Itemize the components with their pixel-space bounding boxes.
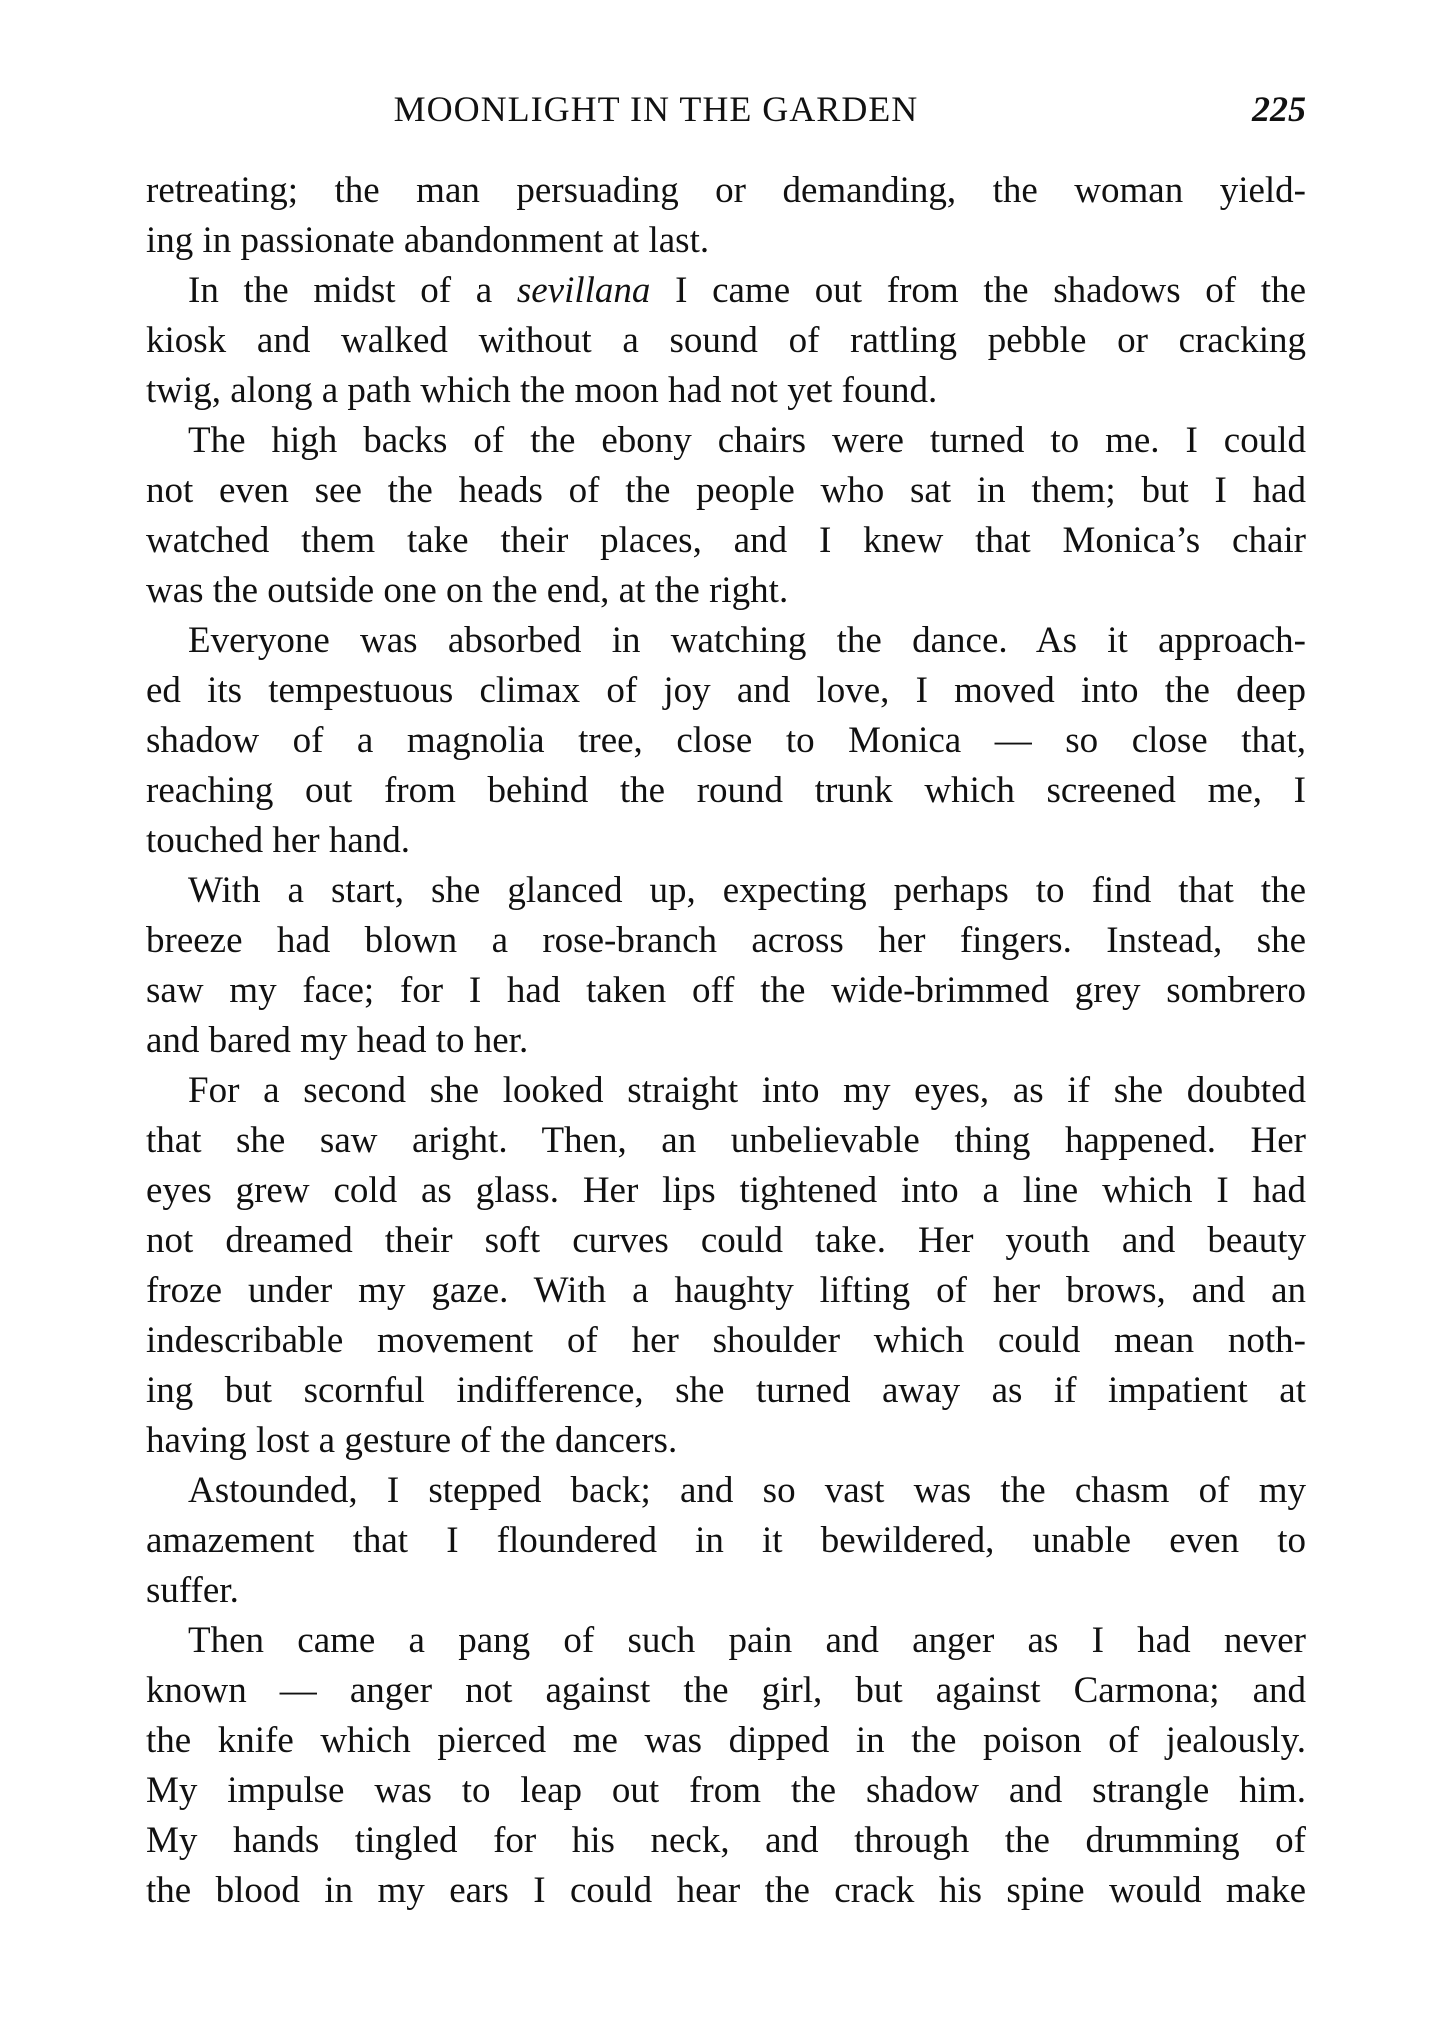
text-line: and bared my head to her.	[146, 1020, 529, 1061]
paragraph	[146, 866, 1306, 1066]
paragraph	[146, 266, 1306, 416]
text-line: was the outside one on the end, at the right.	[146, 570, 789, 611]
text-line: watched them take their places, and I knew that Monica’s chair	[146, 520, 1306, 561]
text-line: With a start, she glanced up, expecting perhaps to find that the	[188, 870, 1306, 911]
paragraph	[146, 616, 1306, 866]
text-line: known — anger not against the girl, but against Carmona; and	[146, 1670, 1306, 1711]
text-line: Then came a pang of such pain and anger as I had never	[188, 1620, 1306, 1661]
page-number: 225	[1252, 89, 1306, 129]
text-line: suffer.	[146, 1570, 239, 1611]
running-title: MOONLIGHT IN THE GARDEN	[393, 89, 919, 129]
text-line: touched her hand.	[146, 820, 411, 861]
text-line: Astounded, I stepped back; and so vast was the chasm of my	[188, 1470, 1306, 1511]
text-line: eyes grew cold as glass. Her lips tightened into a line which I had	[146, 1170, 1306, 1211]
text-line: Everyone was absorbed in watching the dance. As it approach-	[188, 620, 1306, 661]
text-line: kiosk and walked without a sound of rattling pebble or cracking	[146, 320, 1306, 361]
text-line: For a second she looked straight into my eyes, as if she doubted	[188, 1070, 1306, 1111]
text-line: retreating; the man persuading or demanding, the woman yield-	[146, 170, 1306, 211]
text-line: twig, along a path which the moon had not yet found.	[146, 370, 938, 411]
text-line: breeze had blown a rose-branch across her fingers. Instead, she	[146, 920, 1306, 961]
paragraph	[146, 1066, 1306, 1466]
text-line: having lost a gesture of the dancers.	[146, 1420, 678, 1461]
text-line: the knife which pierced me was dipped in the poison of jealously.	[146, 1720, 1306, 1761]
text-line: the blood in my ears I could hear the crack his spine would make	[146, 1870, 1306, 1911]
text-line: that she saw aright. Then, an unbelievable thing happened. Her	[146, 1120, 1306, 1161]
body-text	[146, 166, 1306, 1916]
text-line: froze under my gaze. With a haughty lifting of her brows, and an	[146, 1270, 1306, 1311]
text-line: ed its tempestuous climax of joy and love, I moved into the deep	[146, 670, 1306, 711]
text-line: indescribable movement of her shoulder which could mean noth-	[146, 1320, 1306, 1361]
italic-term: sevillana	[516, 270, 651, 311]
text-line: In the midst of a sevillana I came out from the shadows of the	[188, 270, 1306, 311]
running-header	[146, 88, 1306, 128]
paragraph	[146, 1616, 1306, 1916]
text-line: saw my face; for I had taken off the wide-brimmed grey sombrero	[146, 970, 1306, 1011]
text-line: My impulse was to leap out from the shadow and strangle him.	[146, 1770, 1306, 1811]
text-line: shadow of a magnolia tree, close to Monica — so close that,	[146, 720, 1306, 761]
paragraph	[146, 1466, 1306, 1616]
text-line: not dreamed their soft curves could take. Her youth and beauty	[146, 1220, 1306, 1261]
text-line: ing in passionate abandonment at last.	[146, 220, 710, 261]
paragraph	[146, 416, 1306, 616]
text-line: My hands tingled for his neck, and through the drumming of	[146, 1820, 1306, 1861]
text-line: reaching out from behind the round trunk which screened me, I	[146, 770, 1306, 811]
text-line: ing but scornful indifference, she turned away as if impatient at	[146, 1370, 1306, 1411]
paragraph	[146, 166, 1306, 266]
text-line: amazement that I floundered in it bewildered, unable even to	[146, 1520, 1306, 1561]
text-line: The high backs of the ebony chairs were turned to me. I could	[188, 420, 1306, 461]
text-line: not even see the heads of the people who sat in them; but I had	[146, 470, 1306, 511]
